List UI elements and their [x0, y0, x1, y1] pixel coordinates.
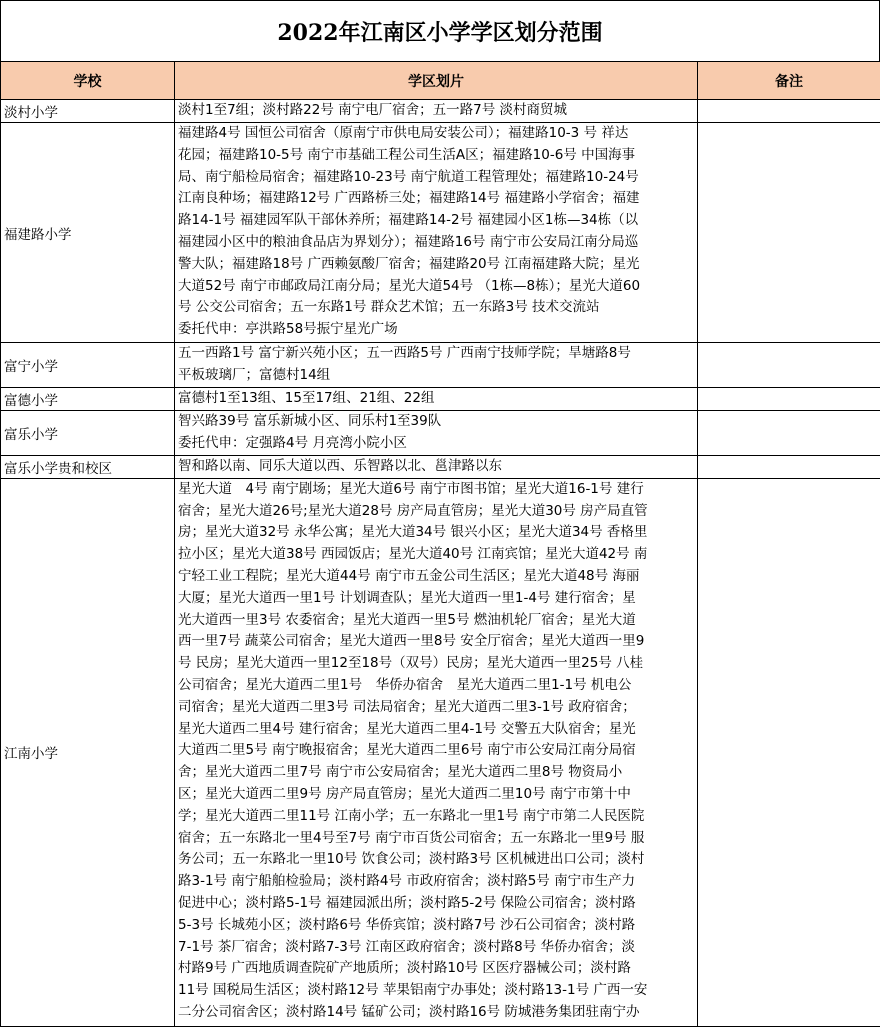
school-cell[interactable]: 富德小学 — [1, 388, 175, 411]
header-school: 学校 — [1, 62, 175, 100]
district-table — [0, 61, 880, 1027]
area-cell[interactable]: 五一西路1号 富宁新兴苑小区；五一西路5号 广西南宁技师学院；旱塘路8号 平板玻璃厂；富德村14组 — [175, 343, 698, 388]
area-cell[interactable]: 星光大道 4号 南宁剧场；星光大道6号 南宁市图书馆；星光大道16-1号 建行 宿舍；星光大道26号;星光大道28号 房产局直管房；星光大道30号 房产局直管 房；星光大道32号 永华公寓；星光大道34号 银兴小区；星光大道34号 香格里 拉小区；星光大道38号 西园饭店；星光大道40号 江南宾馆；星光大道42号 南 宁轻工业工程院；星光大道44号 南宁市五金公司生活区；星光大道48号 海丽 大厦；星光大道西一里1号 计划调查队；星光大道西一里1-4号 建行宿舍；星 光大道西一里3号 农委宿舍；星光大道西一里5号 燃油机轮厂宿舍；星光大道 西一里7号 蔬菜公司宿舍；星光大道西一里8号 安全厅宿舍；星光大道西一里9 号 民房；星光大道西一里12至18号（双号）民房；星光大道西一里25号 八桂 公司宿舍；星光大道西二里1号 华侨办宿舍 星光大道西二里1-1号 机电公 司宿舍；星光大道西二里3号 司法局宿舍；星光大道西二里3-1号 政府宿舍； 星光大道西二里4号 建行宿舍；星光大道西二里4-1号 交警五大队宿舍；星光 大道西二里5号 南宁晚报宿舍；星光大道西二里6号 南宁市公安局江南分局宿 舍；星光大道西二里7号 南宁市公安局宿舍；星光大道西二里8号 物资局小 区；星光大道西二里9号 房产局直管房；星光大道西二里10号 南宁市第十中 学；星光大道西二里11号 江南小学；五一东路北一里1号 南宁市第二人民医院 宿舍；五一东路北一里4号至7号 南宁市百货公司宿舍；五一东路北一里9号 服 务公司；五一东路北一里10号 饮食公司；淡村路3号 区机械进出口公司；淡村 路3-1号 南宁船舶检验局；淡村路4号 市政府宿舍；淡村路5号 南宁市生产力 促进中心；淡村路5-1号 福建园派出所；淡村路5-2号 保险公司宿舍；淡村路 5-3号 长城苑小区；淡村路6号 华侨宾馆；淡村路7号 沙石公司宿舍；淡村路 7-1号 茶厂宿舍；淡村路7-3号 江南区政府宿舍；淡村路8号 华侨办宿舍；淡 村路9号 广西地质调查院矿产地质所；淡村路10号 区医疗器械公司；淡村路 11号 国税局生活区；淡村路12号 苹果铝南宁办事处；淡村路13-1号 广西一安 二分公司宿舍区；淡村路14号 锰矿公司；淡村路16号 防城港务集团驻南宁办 — [175, 478, 698, 1026]
note-cell[interactable] — [698, 123, 880, 343]
area-cell[interactable]: 淡村1至7组；淡村路22号 南宁电厂宿舍；五一路7号 淡村商贸城 — [175, 100, 698, 123]
note-cell[interactable] — [698, 343, 880, 388]
school-cell[interactable]: 淡村小学 — [1, 100, 175, 123]
table-row — [1, 478, 880, 1026]
header-area: 学区划片 — [175, 62, 698, 100]
note-cell[interactable] — [698, 100, 880, 123]
area-cell[interactable]: 富德村1至13组、15至17组、21组、22组 — [175, 388, 698, 411]
school-cell[interactable]: 富宁小学 — [1, 343, 175, 388]
area-cell[interactable]: 福建路4号 国恒公司宿舍（原南宁市供电局安装公司）；福建路10-3 号 祥达 花园；福建路10-5号 南宁市基础工程公司生活A区；福建路10-6号 中国海事 局、南宁船检局宿舍；福建路10-23号 南宁航道工程管理处；福建路10-24号 江南良种场；福建路12号 广西路桥三处；福建路14号 福建路小学宿舍；福建 路14-1号 福建园军队干部休养所；福建路14-2号 福建园小区1栋—34栋（以 福建园小区中的粮油食品店为界划分）；福建路16号 南宁市公安局江南分局巡 警大队；福建路18号 广西赖氨酸厂宿舍；福建路20号 江南福建路大院；星光 大道52号 南宁市邮政局江南分局；星光大道54号 （1栋—8栋）；星光大道60 号 公交公司宿舍；五一东路1号 群众艺术馆；五一东路3号 技术交流站 委托代申：亭洪路58号振宁星光广场 — [175, 123, 698, 343]
school-cell[interactable]: 富乐小学贵和校区 — [1, 456, 175, 479]
note-cell[interactable] — [698, 456, 880, 479]
table-row — [1, 123, 880, 343]
table-row — [1, 411, 880, 456]
table-row — [1, 100, 880, 123]
note-cell[interactable] — [698, 478, 880, 1026]
school-cell[interactable]: 福建路小学 — [1, 123, 175, 343]
area-cell[interactable]: 智和路以南、同乐大道以西、乐智路以北、邕津路以东 — [175, 456, 698, 479]
sheet-title: 2022年江南区小学学区划分范围 — [0, 0, 880, 62]
note-cell[interactable] — [698, 411, 880, 456]
school-cell[interactable]: 江南小学 — [1, 478, 175, 1026]
table-row — [1, 456, 880, 479]
table-row — [1, 388, 880, 411]
note-cell[interactable] — [698, 388, 880, 411]
school-cell[interactable]: 富乐小学 — [1, 411, 175, 456]
table-row — [1, 343, 880, 388]
area-cell[interactable]: 智兴路39号 富乐新城小区、同乐村1至39队 委托代申：定强路4号 月亮湾小院小区 — [175, 411, 698, 456]
header-note: 备注 — [698, 62, 880, 100]
header-row — [1, 62, 880, 100]
